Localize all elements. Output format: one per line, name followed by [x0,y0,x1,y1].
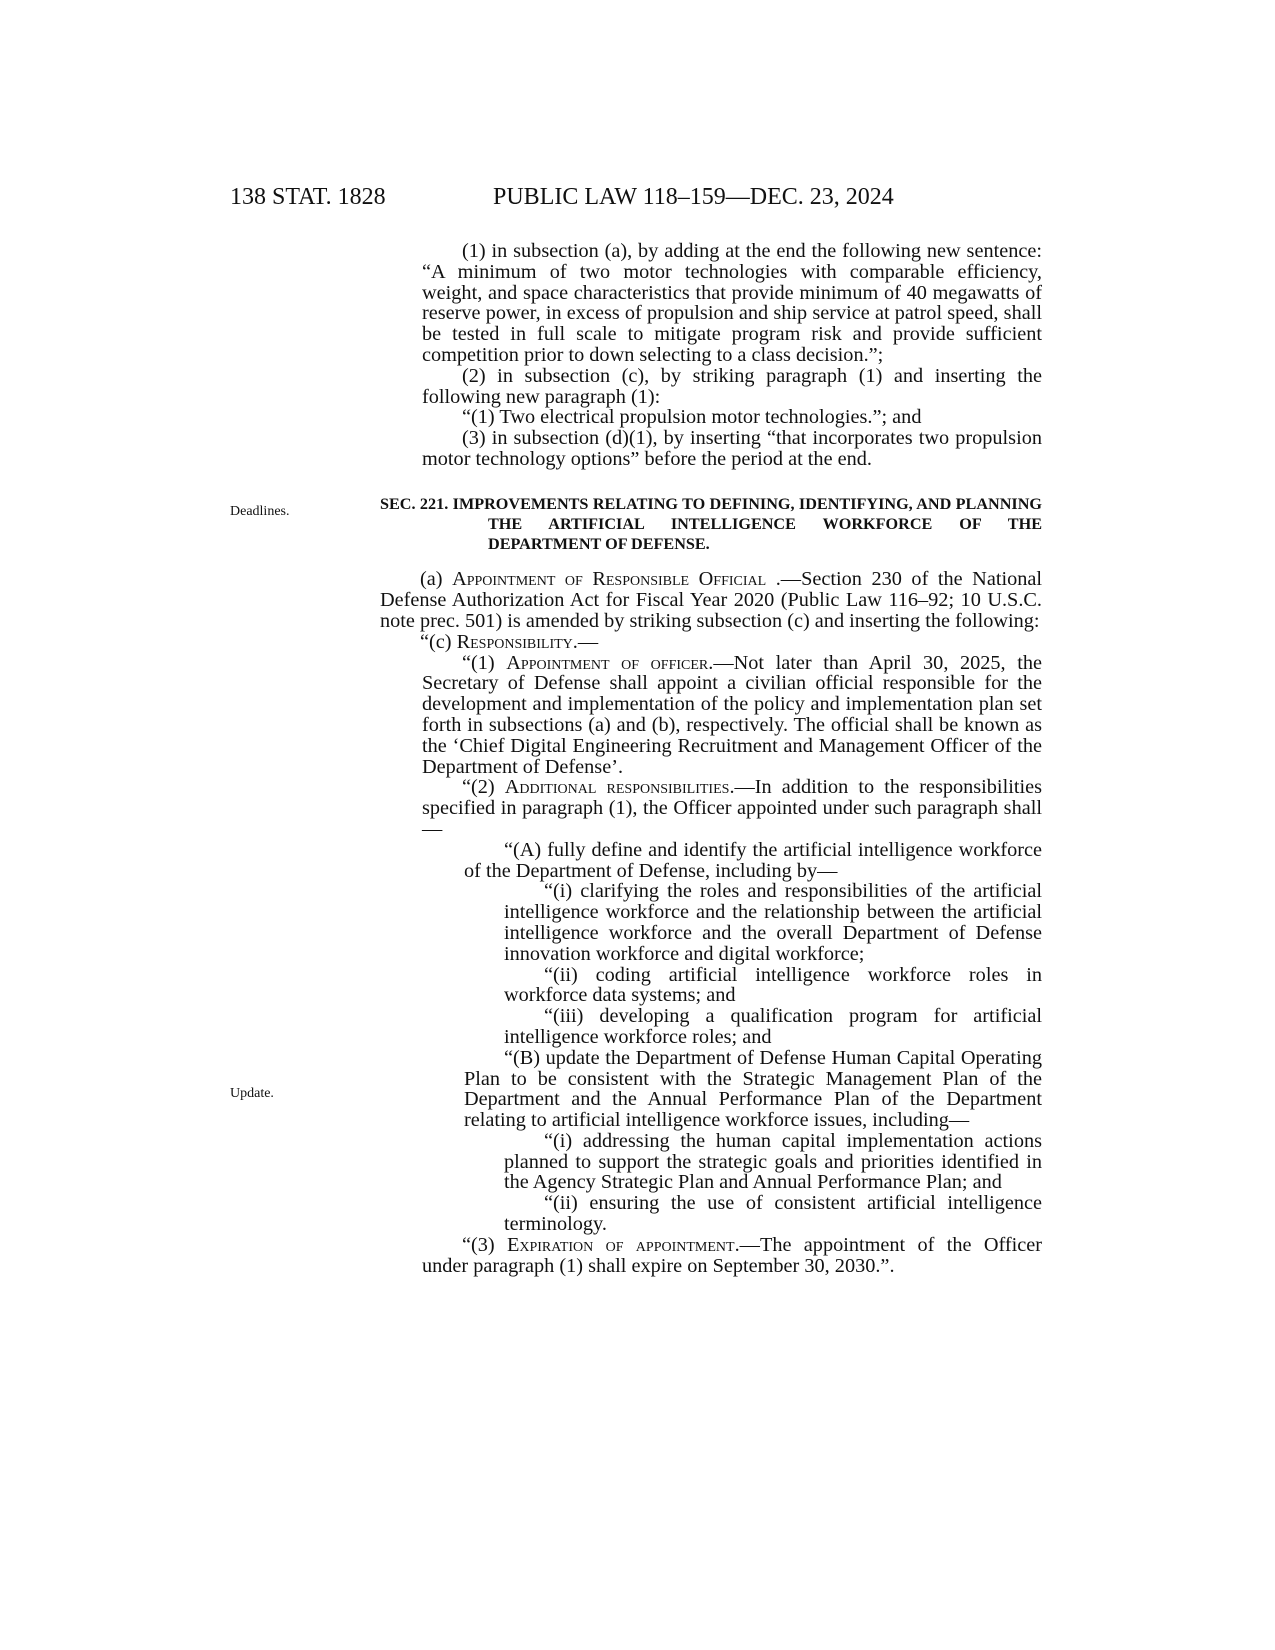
paragraph-3 [380,1235,1042,1277]
subsection-a-text: .—Section 230 of the National Defense Authorization Act for Fiscal Year 2020 (Public Law 116–92; 10 U.S.C. note prec. 501) is amended by striking subsection (c) and inserting the following: [380,568,1043,632]
paragraph-2-text: .—In addition to the responsibilities specified in paragraph (1), the Officer appointed under such paragraph shall— [422,776,1043,840]
section-heading: SEC. 221. IMPROVEMENTS RELATING TO DEFINING, IDENTIFYING, AND PLANNING THE ARTIFICIAL INTELLIGENCE WORKFORCE OF THE DEPARTMENT OF DEFENSE. [380,494,1042,554]
subsection-c-heading: Responsibility [456,630,573,653]
paragraph-1 [380,653,1042,778]
paragraph-3-heading: Expiration of appointment [506,1233,735,1256]
body-text [380,241,1042,1276]
clause-b-ii: “(ii) ensuring the use of consistent artificial intelligence terminology. [504,1192,1042,1236]
margin-note-update: Update. [230,1086,274,1101]
statute-page-number: 138 STAT. 1828 [230,184,386,210]
paragraph-3-number: “(3) [462,1233,495,1256]
subparagraph-b: “(B) update the Department of Defense Human Capital Operating Plan to be consistent with the Strategic Management Plan of the Department and the Annual Performance Plan of the Department relating to artificial intelligence workforce issues, including— [464,1046,1042,1132]
paragraph-3-text: .—The appointment of the Officer under paragraph (1) shall expire on September 30, 2030.”. [422,1233,1042,1277]
clause-a-ii: “(ii) coding artificial intelligence workforce roles in workforce data systems; and [504,963,1042,1007]
amendment-paragraph-3: (3) in subsection (d)(1), by inserting “that incorporates two propulsion motor technology options” before the period at the end. [422,427,1042,470]
amendment-paragraph-2: (2) in subsection (c), by striking paragraph (1) and inserting the following new paragraph (1): [422,364,1042,408]
subparagraph-a: “(A) fully define and identify the artificial intelligence workforce of the Department of Defense, including by— [464,838,1042,882]
amendment-quoted-paragraph: “(1) Two electrical propulsion motor technologies.”; and [462,406,922,429]
subsection-a-number: (a) [420,568,443,591]
inserted-subsection-c [380,632,1042,653]
clause-b-i: “(i) addressing the human capital implementation actions planned to support the strategic goals and priorities identified in the Agency Strategic Plan and Annual Performance Plan; and [504,1129,1042,1194]
running-title: PUBLIC LAW 118–159—DEC. 23, 2024 [493,184,894,210]
margin-note-deadlines: Deadlines. [230,504,290,519]
paragraph-2 [380,777,1042,839]
amendment-paragraph-1: (1) in subsection (a), by adding at the end the following new sentence: “A minimum of two motor technologies with comparable efficiency, weight, and space characteristics that provide minimum of 40 megawatts of reserve power, in excess of propulsion and ship service at patrol speed, shall be tested in full scale to mitigate program risk and provide sufficient competition prior to down selecting to a class decision.”; [422,240,1042,366]
paragraph-1-text: .—Not later than April 30, 2025, the Secretary of Defense shall appoint a civilian official responsible for the development and implementation of the policy and implementation plan set forth in subsections (a) and (b), respectively. The official shall be known as the ‘Chief Digital Engineering Recruitment and Management Officer of the Department of Defense’. [422,651,1042,778]
subsection-a-heading: Appointment of Responsible Official [452,568,767,591]
paragraph-1-heading: Appointment of officer [506,651,709,674]
subsection-a [380,569,1042,631]
subsection-c-number: “(c) [420,630,452,653]
clause-a-i: “(i) clarifying the roles and responsibilities of the artificial intelligence workforce and the relationship between the artificial intelligence workforce and the overall Department of Defense innovation workforce and digital workforce; [504,880,1042,965]
paragraph-2-heading: Additional responsibilities [504,776,730,799]
paragraph-2-number: “(2) [462,776,495,799]
subsection-c-dash: .— [572,630,599,653]
clause-a-iii: “(iii) developing a qualification program for artificial intelligence workforce roles; and [504,1005,1042,1048]
page-header [0,181,1275,213]
paragraph-1-number: “(1) [462,651,495,674]
